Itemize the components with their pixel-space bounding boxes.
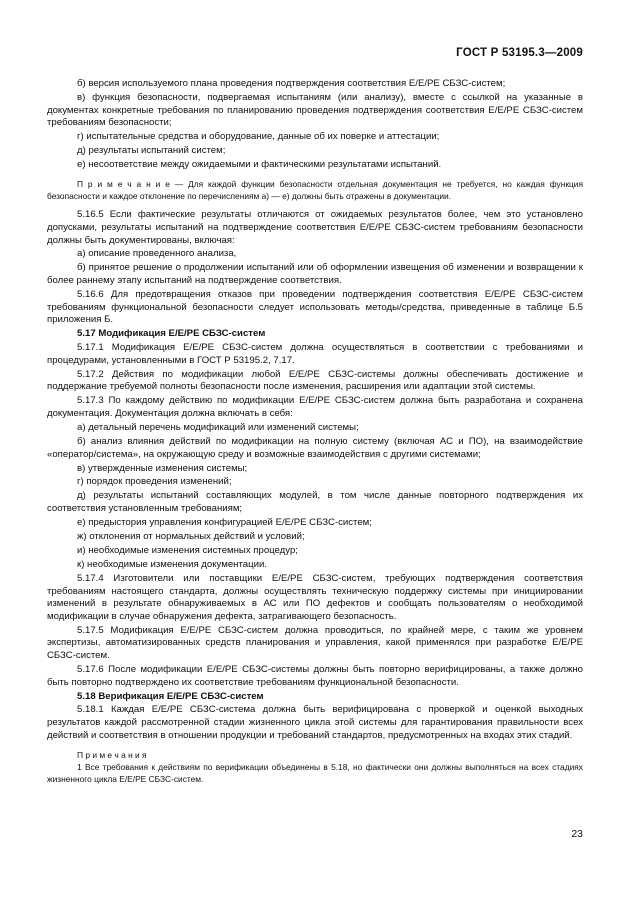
list-item: б) версия используемого плана проведения подтверждения соответствия Е/Е/РЕ СБЗС-систем; [77, 78, 506, 89]
list-item: г) испытательные средства и оборудование, данные об их поверке и аттестации; [77, 131, 440, 143]
list-item: а) детальный перечень модификаций или изменений системы; [77, 421, 359, 433]
clause-5-17-3: 5.17.3 По каждому действию по модификации Е/Е/РЕ СБЗС-систем должна быть разработана и сохранена документация. Документация должна включать в себя: [47, 395, 583, 419]
list-item: г) порядок проведения изменений; [77, 476, 232, 488]
list-item: е) предыстория управления конфигурацией Е/Е/РЕ СБЗС-систем; [77, 517, 372, 529]
clause-5-16-6: 5.16.6 Для предотвращения отказов при проведении подтверждения соответствия Е/Е/РЕ СБЗС-систем требованиям функциональной безопасности следует использовать методы/средства, приведенные в таблице Б.5 приложения Б. [47, 289, 583, 326]
clause-5-16-5: 5.16.5 Если фактические результаты отличаются от ожидаемых результатов более, чем это установлено допусками, результаты испытаний на подтверждение соответствия Е/Е/РЕ СБЗС-систем требованиям безопасности должны быть документированы, включая: [47, 209, 583, 246]
clause-5-17-5: 5.17.5 Модификация Е/Е/РЕ СБЗС-систем должна проводиться, по крайней мере, с таким же уровнем экспертизы, автоматизированных средств планирования и управления, какой применялся при разработке Е/Е/РЕ СБЗС-систем. [47, 624, 583, 661]
list-item: б) принятое решение о продолжении испытаний или об оформлении извещения об изменении и возвращении к более раннему этапу испытаний на подтверждение соответствия. [47, 262, 583, 287]
document-header: ГОСТ Р 53195.3—2009 [456, 47, 583, 59]
clause-5-17-6: 5.17.6 После модификации Е/Е/РЕ СБЗС-системы должны быть повторно верифицированы, а также должно быть повторно подтверждено их соответствие требованиям функциональной безопасности. [47, 663, 583, 688]
list-item: а) описание проведенного анализа, [77, 248, 237, 260]
clause-5-17-2: 5.17.2 Действия по модификации любой Е/Е/РЕ СБЗС-системы должны обеспечивать достижение и поддержание требуемой полноты безопасности после изменения, расширения или адаптации этой системы. [47, 368, 583, 393]
note-item: 1 Все требования к действиям по верификации объединены в 5.18, но фактически они должны выполняться на всех стадиях жизненного цикла Е/Е/РЕ СБЗС-систем. [47, 762, 583, 784]
clause-5-17-1: 5.17.1 Модификация Е/Е/РЕ СБЗС-систем должна осуществляться в соответствии с требованиями и процедурами, установленными в ГОСТ Р 53195.2, 7.17. [47, 342, 583, 366]
page-number: 23 [571, 828, 583, 840]
clause-5-17-4: 5.17.4 Изготовители или поставщики Е/Е/РЕ СБЗС-систем, требующих подтверждения соответствия требованиям настоящего стандарта, должны осуществлять техническую поддержку системы при инициировании изменений в результате обнаруживаемых в АС или ПО дефектов и сообщать пользователям о необходимой модификации в случае обнаружения дефекта, затрагивающего безопасность. [47, 572, 583, 622]
list-item: ж) отклонения от нормальных действий и условий; [77, 531, 305, 543]
list-item: д) результаты испытаний систем; [77, 145, 226, 157]
list-item: в) функция безопасности, подвергаемая испытаниям (или анализу), вместе с ссылкой на указанные в документах конкретные требования по планированию проведения подтверждения соответствия Е/Е/РЕ СБЗС-систем требованиям безопасности; [47, 91, 583, 129]
list-item: е) несоответствие между ожидаемыми и фактическими результатами испытаний. [77, 159, 442, 171]
list-item: д) результаты испытаний составляющих модулей, в том числе данные повторного подтверждения их соответствия установленным требованиям; [47, 490, 583, 515]
note: П р и м е ч а н и е — Для каждой функции безопасности отдельная документация не требуется, но каждая функция безопасности и каждое отклонение по перечислениям а) — е) должны быть отражены в документации. [47, 179, 583, 201]
list-item: в) утвержденные изменения системы; [77, 462, 248, 474]
list-item: к) необходимые изменения документации. [77, 559, 267, 570]
list-item: и) необходимые изменения системных процедур; [77, 545, 298, 557]
section-heading-5-17: 5.17 Модификация Е/Е/РЕ СБЗС-систем [77, 328, 266, 340]
section-heading-5-18: 5.18 Верификация Е/Е/РЕ СБЗС-систем [77, 690, 264, 702]
document-body [47, 78, 583, 787]
notes-title: П р и м е ч а н и я [77, 749, 147, 760]
clause-5-18-1: 5.18.1 Каждая Е/Е/РЕ СБЗС-система должна быть верифицирована с проверкой и оценкой выходных результатов каждой рассмотренной стадии жизненного цикла этой системы для гарантирования правильности всех действий и соответствия в отношении продукции и требований стандартов, предусмотренных на входах этих стадий. [47, 704, 583, 741]
list-item: б) анализ влияния действий по модификации на полную систему (включая АС и ПО), на взаимодействие «оператор/система», на окружающую среду и возможные взаимодействия с другими системами; [47, 435, 583, 460]
